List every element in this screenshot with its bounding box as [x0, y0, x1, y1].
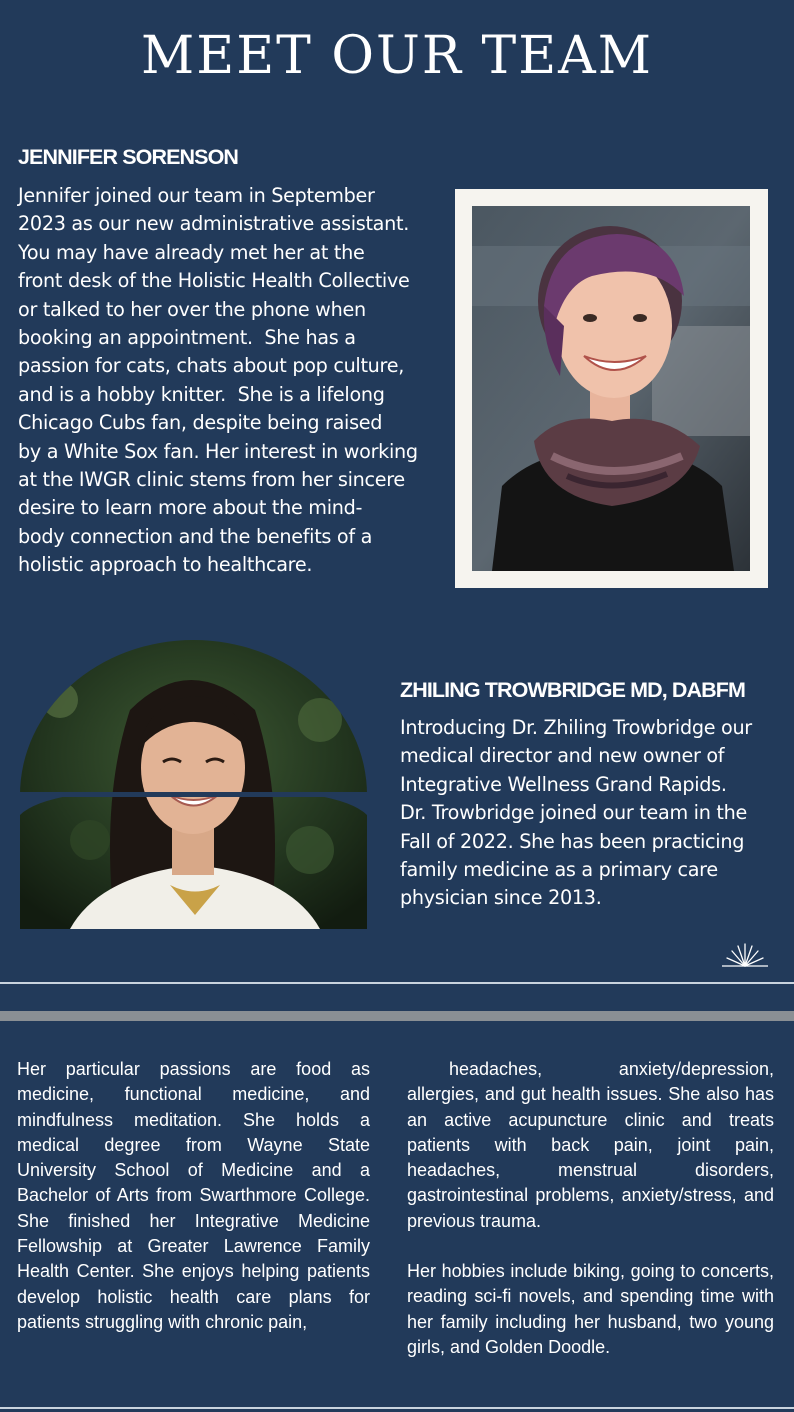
bio-continued-right-paragraph-2: Her hobbies include biking, going to concerts, reading sci-fi novels, and spending time with her family including her husband, two young girls, and Golden Doodle.: [407, 1261, 774, 1357]
bio-line: or talked to her over the phone when: [18, 297, 366, 321]
portrait-photo-jennifer: [472, 206, 750, 571]
sunburst-icon: [722, 940, 768, 970]
portrait-photo-zhiling: [20, 640, 367, 929]
bio-line: medical director and new owner of: [400, 744, 725, 768]
bottom-divider: [0, 1407, 794, 1409]
page-title: MEET OUR TEAM: [141, 26, 653, 86]
bio-line: Chicago Cubs fan, despite being raised: [18, 411, 383, 435]
bio-line: Fall of 2022. She has been practicing: [400, 829, 745, 853]
bio-line: booking an appointment. She has a: [18, 326, 356, 350]
member-name-jennifer: JENNIFER SORENSON: [18, 145, 239, 169]
section-band: [0, 1011, 794, 1021]
member-bio-jennifer: [18, 182, 458, 580]
bio-line: family medicine as a primary care: [400, 858, 718, 882]
bio-line: Jennifer joined our team in September: [18, 184, 375, 207]
bio-line: body connection and the benefits of a: [18, 524, 373, 548]
bio-line: at the IWGR clinic stems from her sincere: [18, 468, 405, 492]
bio-line: You may have already met her at the: [18, 240, 365, 264]
bio-line: by a White Sox fan. Her interest in working: [18, 439, 418, 463]
member-name-zhiling: ZHILING TROWBRIDGE MD, DABFM: [400, 678, 746, 702]
section-divider: [0, 982, 794, 984]
bio-line: holistic approach to healthcare.: [18, 553, 313, 577]
bio-line: 2023 as our new administrative assistant.: [18, 212, 410, 236]
bio-line: physician since 2013.: [400, 886, 602, 910]
bio-line: and is a hobby knitter. She is a lifelong: [18, 382, 385, 406]
bio-line: Integrative Wellness Grand Rapids.: [400, 772, 727, 796]
bio-line: passion for cats, chats about pop culture,: [18, 354, 405, 378]
member-bio-zhiling: [400, 714, 790, 913]
bio-continued-left-column: Her particular passions are food as medicine, functional medicine, and mindfulness meditation. She holds a medical degree from Wayne State University School of Medicine and a Bachelor of Arts from Swarthmore College. She finished her Integrative Medicine Fellowship at Greater Lawrence Family Health Center. She enjoys helping patients develop holistic health care plans for patients struggling with chronic pain,: [17, 1059, 370, 1332]
bio-line: Dr. Trowbridge joined our team in the: [400, 801, 747, 825]
bio-line: Introducing Dr. Zhiling Trowbridge our: [400, 716, 752, 739]
bio-line: front desk of the Holistic Health Collective: [18, 269, 410, 293]
bio-line: desire to learn more about the mind-: [18, 496, 363, 520]
bio-continued-right-paragraph-1: headaches, anxiety/depression, allergies, and gut health issues. She also has an active acupuncture clinic and treats patients with back pain, joint pain, headaches, menstrual disorders, gastrointestinal problems, anxiety/stress, and previous trauma.: [407, 1059, 774, 1231]
